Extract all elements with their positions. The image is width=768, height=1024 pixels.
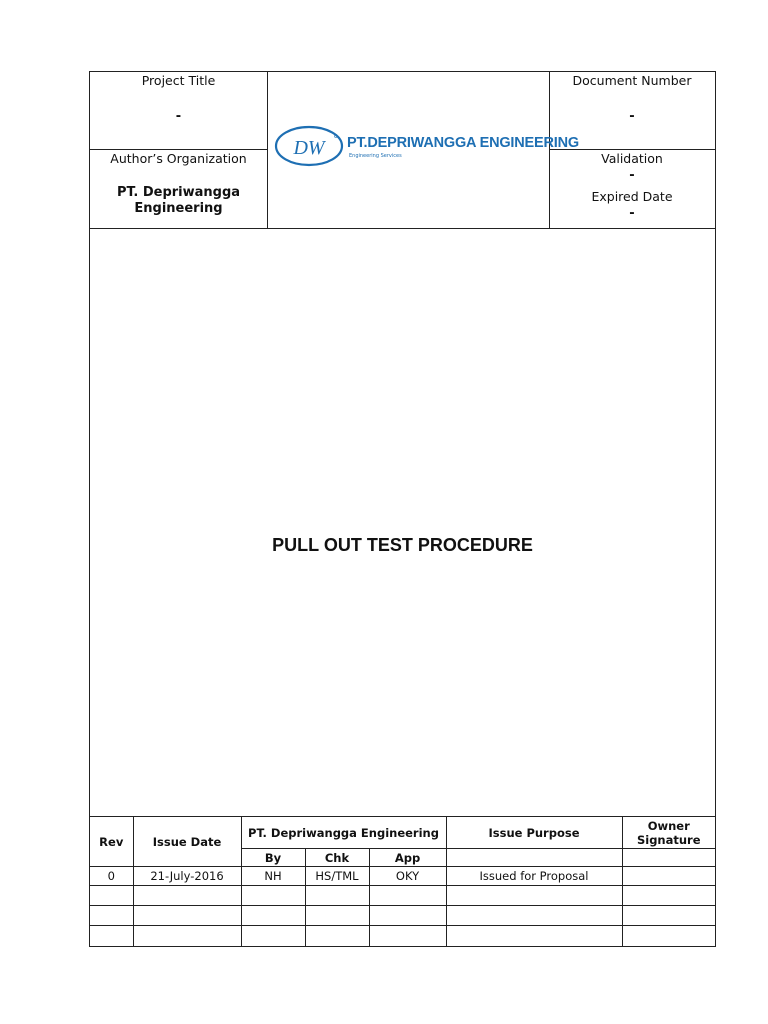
issue-purpose-cell — [446, 906, 622, 926]
company-logo — [267, 72, 579, 228]
table-row — [90, 906, 715, 926]
expired-date-label: Expired Date — [591, 189, 673, 204]
signature-cell — [622, 926, 715, 946]
document-sheet — [89, 71, 716, 947]
owner-signature-header-line2: Signature — [636, 832, 701, 847]
signature-cell — [622, 867, 715, 886]
owner-signature-subheader — [622, 849, 715, 867]
rev-header: Rev — [90, 817, 133, 867]
project-title-value: - — [175, 109, 182, 124]
document-number-value: - — [629, 109, 635, 124]
app-cell — [369, 926, 446, 946]
document-title: PULL OUT TEST PROCEDURE — [272, 535, 533, 555]
company-logo-name: PT.DEPRIWANGGA ENGINEERING — [347, 135, 579, 151]
issue-date-cell — [133, 906, 241, 926]
header-hline-left — [90, 149, 267, 150]
rev-cell: 0 — [90, 867, 133, 886]
rev-cell — [90, 906, 133, 926]
issue-purpose-subheader — [446, 849, 622, 867]
table-row — [90, 886, 715, 906]
authors-organization-label: Author’s Organization — [110, 151, 247, 166]
issue-date-cell — [133, 926, 241, 946]
app-cell: OKY — [369, 867, 446, 886]
chk-header: Chk — [305, 849, 369, 867]
validation-label: Validation — [601, 151, 663, 166]
authors-organization-line2: Engineering — [134, 201, 223, 216]
issue-date-header: Issue Date — [133, 817, 241, 867]
validation-value: - — [629, 168, 635, 183]
by-cell — [241, 906, 305, 926]
svg-text:c: c — [334, 133, 338, 140]
by-header: By — [241, 849, 305, 867]
chk-cell: HS/TML — [305, 867, 369, 886]
rev-cell — [90, 926, 133, 946]
expired-date-value: - — [629, 206, 635, 221]
company-header: PT. Depriwangga Engineering — [241, 817, 446, 849]
chk-cell — [305, 886, 369, 906]
revision-table — [90, 816, 715, 946]
company-logo-tagline: Engineering Services — [349, 153, 402, 159]
issue-date-cell — [133, 886, 241, 906]
app-header: App — [369, 849, 446, 867]
issue-purpose-cell — [446, 926, 622, 946]
owner-signature-header — [622, 817, 715, 849]
by-cell — [241, 926, 305, 946]
table-row — [90, 926, 715, 946]
authors-organization-line1: PT. Depriwangga — [116, 185, 241, 200]
issue-purpose-header: Issue Purpose — [446, 817, 622, 849]
chk-cell — [305, 906, 369, 926]
chk-cell — [305, 926, 369, 946]
owner-signature-header-line1: Owner — [647, 818, 690, 833]
app-cell — [369, 886, 446, 906]
project-title-label: Project Title — [141, 73, 216, 88]
by-cell — [241, 886, 305, 906]
document-number-label: Document Number — [572, 73, 692, 88]
signature-cell — [622, 906, 715, 926]
table-row — [90, 867, 715, 886]
issue-purpose-cell: Issued for Proposal — [446, 867, 622, 886]
rev-cell — [90, 886, 133, 906]
issue-date-cell: 21-July-2016 — [133, 867, 241, 886]
issue-purpose-cell — [446, 886, 622, 906]
by-cell: NH — [241, 867, 305, 886]
signature-cell — [622, 886, 715, 906]
app-cell — [369, 906, 446, 926]
svg-text:DW: DW — [293, 137, 325, 159]
document-header — [90, 72, 715, 229]
